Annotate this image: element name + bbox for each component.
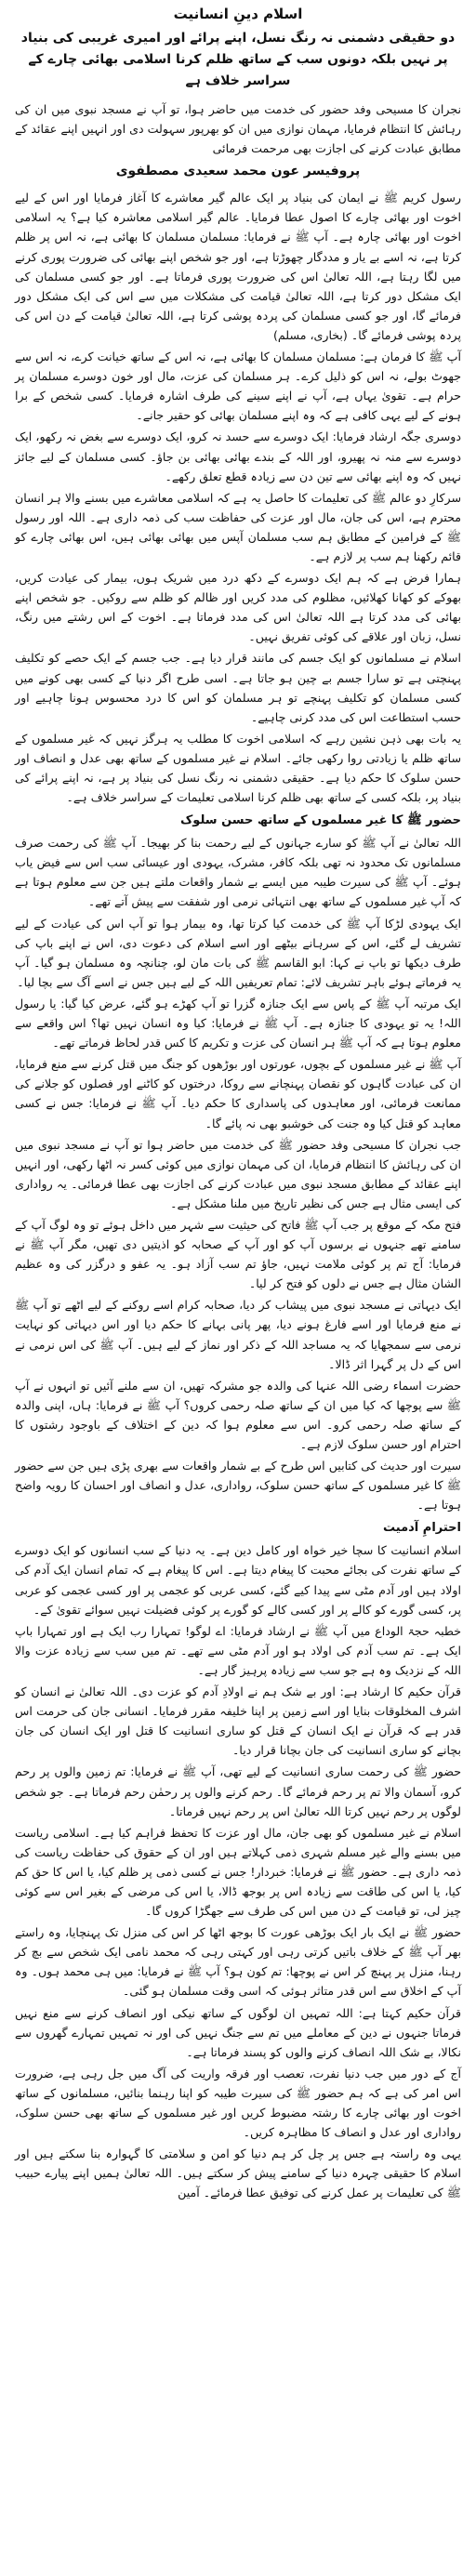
body-paragraph: فتح مکہ کے موقع پر جب آپ ﷺ فاتح کی حیثیت سے شہر میں داخل ہوئے تو وہ لوگ آپ کے سامنے تھے جنہوں نے برسوں آپ کو اور آپ کے صحابہ کو اذیتیں دی تھیں، مگر آپ ﷺ نے فرمایا: آج تم پر کوئی ملامت نہیں، جاؤ تم سب آزاد ہو۔ یہ عفو و درگزر کی وہ عظیم الشان مثال ہے جس نے دلوں کو فتح کر لیا۔: [15, 1217, 461, 1291]
section-heading: حضور ﷺ کا غیر مسلموں کے ساتھ حسن سلوک: [180, 813, 461, 828]
body-paragraph: دوسری جگہ ارشاد فرمایا: ایک دوسرے سے حسد نہ کرو، ایک دوسرے سے بغض نہ رکھو، ایک دوسرے سے منہ نہ پھیرو، اور اللہ کے بندے بھائی بھائی بن جاؤ۔ کسی مسلمان کے لیے جائز نہیں کہ وہ اپنے بھائی سے تین دن سے زیادہ قطع تعلق رکھے۔: [15, 429, 461, 483]
body-paragraph: اسلام نے مسلمانوں کو ایک جسم کی مانند قرار دیا ہے۔ جب جسم کے ایک حصے کو تکلیف پہنچتی ہے تو سارا جسم بے چین ہو جاتا ہے۔ اسی طرح اگر دنیا کے کسی بھی کونے میں کسی مسلمان کو تکلیف پہنچے تو ہر مسلمان کو اس کا درد محسوس ہونا چاہیے اور حسب استطاعت اس کی مدد کرنی چاہیے۔: [15, 651, 461, 724]
body-paragraph: اسلام انسانیت کا سچا خیر خواہ اور کامل دین ہے۔ یہ دنیا کے سب انسانوں کو ایک دوسرے کے ساتھ نفرت کی بجائے محبت کا پیغام دیتا ہے۔ اس کا پیغام ہے کہ تمام انسان ایک آدم کی اولاد ہیں اور آدم مٹی سے پیدا کیے گئے، کسی عربی کو عجمی پر اور کسی عجمی کو عربی پر، کسی گورے کو کالے پر اور کسی کالے کو گورے پر کوئی فضیلت نہیں سوائے تقویٰ کے۔: [15, 1543, 461, 1617]
body-paragraph: سیرت اور حدیث کی کتابیں اس طرح کے بے شمار واقعات سے بھری پڑی ہیں جن سے حضور ﷺ کا غیر مسلموں کے ساتھ حسن سلوک، رواداری، عدل و انصاف اور احسان کا رویہ واضح ہوتا ہے۔: [15, 1459, 461, 1513]
body-paragraph: اللہ تعالیٰ نے آپ ﷺ کو سارے جہانوں کے لیے رحمت بنا کر بھیجا۔ آپ ﷺ کی رحمت صرف مسلمانوں تک محدود نہ تھی بلکہ کافر، مشرک، یہودی اور عیسائی سب اس سے فیض یاب ہوئے۔ آپ ﷺ کی سیرت طیبہ میں ایسے بے شمار واقعات ملتے ہیں جن سے معلوم ہوتا ہے کہ آپ غیر مسلموں کے ساتھ بھی انتہائی نرمی اور شفقت سے پیش آتے تھے۔: [15, 836, 461, 909]
body-paragraph: یہ بات بھی ذہن نشین رہے کہ اسلامی اخوت کا مطلب یہ ہرگز نہیں کہ غیر مسلموں کے ساتھ ظلم یا زیادتی روا رکھی جائے۔ اسلام نے غیر مسلموں کے ساتھ بھی عدل و انصاف اور حسن سلوک کا حکم دیا ہے۔ حقیقی دشمنی نہ رنگ نسل کی بنیاد پر ہے، نہ اپنے پرائے کی بنیاد پر، بلکہ کسی کے ساتھ بھی ظلم کرنا اسلامی تعلیمات کے سراسر خلاف ہے۔: [15, 731, 461, 805]
author-byline: پروفیسر عون محمد سعیدی مصطفوی: [115, 164, 361, 179]
body-paragraph: حضور ﷺ نے ایک بار ایک بوڑھی عورت کا بوجھ اٹھا کر اس کی منزل تک پہنچایا، وہ راستے بھر آپ ﷺ کے خلاف باتیں کرتی رہی اور کہتی رہی کہ محمد نامی ایک شخص سے بچ کر رہنا، منزل پر پہنچ کر اس نے پوچھا: تم کون ہو؟ آپ ﷺ نے فرمایا: میں ہی محمد ہوں۔ وہ آپ کے اخلاق سے اس قدر متاثر ہوئی کہ اسی وقت مسلمان ہو گئی۔: [15, 1925, 461, 1999]
body-paragraph: جب نجران کا مسیحی وفد حضور ﷺ کی خدمت میں حاضر ہوا تو آپ نے مسجد نبوی میں ان کی رہائش کا انتظام فرمایا، ان کی مہمان نوازی میں کوئی کسر نہ اٹھا رکھی، اور انہیں اپنے عقائد کے مطابق مسجد نبوی میں عبادت کرنے کی اجازت بھی عطا فرمائی۔ یہ رواداری کی ایسی مثال ہے جس کی نظیر تاریخ میں ملنا مشکل ہے۔: [15, 1137, 461, 1210]
body-paragraph: آپ ﷺ کا فرمان ہے: مسلمان مسلمان کا بھائی ہے، نہ اس کے ساتھ خیانت کرے، نہ اس سے جھوٹ بولے، نہ اس کو ذلیل کرے۔ ہر مسلمان کی عزت، مال اور خون دوسرے مسلمان پر حرام ہے۔ تقویٰ یہاں ہے، آپ نے اپنے سینے کی طرف اشارہ فرمایا۔ کسی شخص کے برا ہونے کے لیے یہی کافی ہے کہ وہ اپنے مسلمان بھائی کو حقیر جانے۔: [15, 350, 461, 423]
article-subtitle: دو حقیقی دشمنی نہ رنگ نسل، اپنے پرائے اور امیری غریبی کی بنیاد پر نہیں بلکہ دونوں سب کے ساتھ ظلم کرنا اسلامی بھائی چارے کے سراسر خلاف ہے: [20, 31, 456, 88]
body-paragraph: خطبہ حجۃ الوداع میں آپ ﷺ نے ارشاد فرمایا: اے لوگو! تمہارا رب ایک ہے اور تمہارا باپ ایک ہے۔ تم سب آدم کی اولاد ہو اور آدم مٹی سے تھے۔ تم میں سب سے زیادہ عزت والا اللہ کے نزدیک وہ ہے جو سب سے زیادہ پرہیز گار ہے۔: [15, 1623, 461, 1677]
body-paragraph: آپ ﷺ نے غیر مسلموں کے بچوں، عورتوں اور بوڑھوں کو جنگ میں قتل کرنے سے منع فرمایا، ان کی عبادت گاہوں کو نقصان پہنچانے سے روکا، درختوں کو کاٹنے اور فصلوں کو جلانے کی ممانعت فرمائی، اور معاہدوں کی پاسداری کا حکم دیا۔ آپ ﷺ نے فرمایا: جس نے کسی معاہد کو قتل کیا وہ جنت کی خوشبو بھی نہ پائے گا۔: [15, 1057, 461, 1130]
body-paragraph: قرآن حکیم کا ارشاد ہے: اور بے شک ہم نے اولادِ آدم کو عزت دی۔ اللہ تعالیٰ نے انسان کو اشرف المخلوقات بنایا اور اسے زمین پر اپنا خلیفہ مقرر فرمایا۔ انسانی جان کی حرمت اس قدر ہے کہ قرآن نے ایک انسان کے قتل کو ساری انسانیت کا قتل اور ایک انسان کی جان بچانے کو ساری انسانیت کی جان بچانا قرار دیا۔: [15, 1684, 461, 1758]
body-paragraph: رسول کریم ﷺ نے ایمان کی بنیاد پر ایک عالم گیر معاشرے کا آغاز فرمایا اور اس کے لیے اخوت اور بھائی چارے کا اصول عطا فرمایا۔ عالم گیر اسلامی معاشرہ کیا ہے؟ یہ اسلامی اخوت اور بھائی چارہ ہے۔ آپ ﷺ نے فرمایا: مسلمان مسلمان کا بھائی ہے، نہ اس پر ظلم کرتا ہے، نہ اسے بے یار و مددگار چھوڑتا ہے، اور جو شخص اپنے بھائی کی ضرورت پوری کرنے میں لگا رہتا ہے، اللہ تعالیٰ اس کی ضرورت پوری فرماتا ہے۔ اور جو کسی مسلمان کی ایک مشکل دور کرتا ہے، اللہ تعالیٰ قیامت کی مشکلات میں سے اس کی ایک مشکل دور فرمائے گا، اور جو کسی مسلمان کی پردہ پوشی کرتا ہے، اللہ تعالیٰ قیامت کے دن اس کی پردہ پوشی فرمائے گا۔ (بخاری، مسلم): [15, 191, 461, 342]
column-title: اسلام دینِ انسانیت: [173, 6, 303, 22]
body-paragraph: آج کے دور میں جب دنیا نفرت، تعصب اور فرقہ واریت کی آگ میں جل رہی ہے، ضرورت اس امر کی ہے کہ ہم حضور ﷺ کی سیرت طیبہ کو اپنا رہنما بنائیں، مسلمانوں کے ساتھ اخوت اور بھائی چارے کا رشتہ مضبوط کریں اور غیر مسلموں کے ساتھ بھی حسن سلوک، رواداری اور عدل و انصاف کا مظاہرہ کریں۔: [15, 2066, 461, 2140]
body-paragraph: حضرت اسماء رضی اللہ عنہا کی والدہ جو مشرکہ تھیں، ان سے ملنے آئیں تو انہوں نے آپ ﷺ سے پوچھا کہ کیا میں ان کے ساتھ صلہ رحمی کروں؟ آپ ﷺ نے فرمایا: ہاں، اپنی والدہ کے ساتھ صلہ رحمی کرو۔ اس سے معلوم ہوا کہ دین کے اختلاف کے باوجود رشتوں کا احترام اور حسن سلوک لازم ہے۔: [15, 1378, 461, 1451]
section-heading: احترامِ آدمیت: [383, 1521, 461, 1536]
body-paragraph: ایک مرتبہ آپ ﷺ کے پاس سے ایک جنازہ گزرا تو آپ کھڑے ہو گئے، عرض کیا گیا: یا رسول اللہ! یہ تو یہودی کا جنازہ ہے۔ آپ ﷺ نے فرمایا: کیا وہ انسان نہیں تھا؟ اس واقعے سے معلوم ہوتا ہے کہ آپ ﷺ ہر انسان کی عزت و تکریم کا کس قدر لحاظ فرماتے تھے۔: [15, 996, 461, 1050]
article-body: [15, 188, 461, 2202]
body-paragraph: ایک یہودی لڑکا آپ ﷺ کی خدمت کیا کرتا تھا، وہ بیمار ہوا تو آپ اس کی عیادت کے لیے تشریف لے گئے، اس کے سرہانے بیٹھے اور اسے اسلام کی دعوت دی، اس نے اپنے باپ کی طرف دیکھا تو باپ نے کہا: ابو القاسم ﷺ کی بات مان لو، چنانچہ وہ مسلمان ہو گیا۔ آپ یہ فرماتے ہوئے باہر تشریف لائے: تمام تعریفیں اللہ کے لیے ہیں جس نے اسے آگ سے بچا لیا۔: [15, 916, 461, 989]
article-intro: نجران کا مسیحی وفد حضور کی خدمت میں حاضر ہوا، تو آپ نے مسجد نبوی میں ان کی رہائش کا انتظام فرمایا، مہمان نوازی میں ان کو بھرپور سہولت دی اور انہیں اپنے عقائد کے مطابق عبادت کرنے کی اجازت بھی مرحمت فرمائی: [15, 102, 461, 156]
body-paragraph: قرآن حکیم کہتا ہے: اللہ تمہیں ان لوگوں کے ساتھ نیکی اور انصاف کرنے سے منع نہیں فرماتا جنہوں نے دین کے معاملے میں تم سے جنگ نہیں کی اور نہ تمہیں تمہارے گھروں سے نکالا، بے شک اللہ انصاف کرنے والوں کو پسند فرماتا ہے۔: [15, 2005, 461, 2059]
body-paragraph: حضور ﷺ کی رحمت ساری انسانیت کے لیے تھی، آپ ﷺ نے فرمایا: تم زمین والوں پر رحم کرو، آسمان والا تم پر رحم فرمائے گا۔ رحم کرنے والوں پر رحمٰن رحم فرماتا ہے۔ جو شخص لوگوں پر رحم نہیں کرتا اللہ تعالیٰ اس پر رحم نہیں فرماتا۔: [15, 1764, 461, 1818]
body-paragraph: ایک دیہاتی نے مسجد نبوی میں پیشاب کر دیا، صحابہ کرام اسے روکنے کے لیے اٹھے تو آپ ﷺ نے منع فرمایا اور اسے فارغ ہونے دیا، پھر پانی بہانے کا حکم دیا اور اس دیہاتی کو نہایت نرمی سے سمجھایا کہ یہ مساجد اللہ کے ذکر اور نماز کے لیے ہیں۔ آپ ﷺ کی اس نرمی نے اس کے دل پر گہرا اثر ڈالا۔: [15, 1298, 461, 1371]
body-paragraph: یہی وہ راستہ ہے جس پر چل کر ہم دنیا کو امن و سلامتی کا گہوارہ بنا سکتے ہیں اور اسلام کا حقیقی چہرہ دنیا کے سامنے پیش کر سکتے ہیں۔ اللہ تعالیٰ ہمیں اپنے پیارے حبیب ﷺ کی تعلیمات پر عمل کرنے کی توفیق عطا فرمائے۔ آمین: [15, 2147, 461, 2200]
body-paragraph: ہمارا فرض ہے کہ ہم ایک دوسرے کے دکھ درد میں شریک ہوں، بیمار کی عیادت کریں، بھوکے کو کھانا کھلائیں، مظلوم کی مدد کریں اور ظالم کو ظلم سے روکیں۔ جو شخص اپنے بھائی کی مدد کرتا ہے اللہ تعالیٰ اس کی مدد فرماتا ہے۔ اخوت کے اس رشتے میں رنگ، نسل، زبان اور علاقے کی کوئی تفریق نہیں۔: [15, 571, 461, 644]
body-paragraph: اسلام نے غیر مسلموں کو بھی جان، مال اور عزت کا تحفظ فراہم کیا ہے۔ اسلامی ریاست میں بسنے والے غیر مسلم شہری ذمی کہلاتے ہیں اور ان کے حقوق کی حفاظت ریاست کی ذمہ داری ہے۔ حضور ﷺ نے فرمایا: خبردار! جس نے کسی ذمی پر ظلم کیا، یا اس کا حق کم کیا، یا اس کی طاقت سے زیادہ اس پر بوجھ ڈالا، یا اس کی مرضی کے بغیر اس سے کوئی چیز لی، تو قیامت کے دن میں اس کی طرف سے جھگڑا کروں گا۔: [15, 1825, 461, 1919]
body-paragraph: سرکارِ دو عالم ﷺ کی تعلیمات کا حاصل یہ ہے کہ اسلامی معاشرے میں بسنے والا ہر انسان محترم ہے، اس کی جان، مال اور عزت کی حفاظت سب کی ذمہ داری ہے۔ اللہ اور رسول ﷺ کے فرامین کے مطابق ہم سب مسلمان آپس میں بھائی بھائی ہیں، اس بھائی چارے کو قائم رکھنا ہم سب پر لازم ہے۔: [15, 490, 461, 563]
